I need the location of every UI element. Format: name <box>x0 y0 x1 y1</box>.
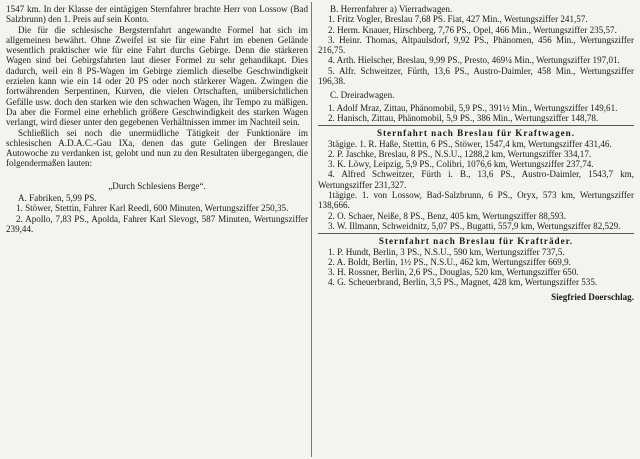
dreirad-heading: C. Dreiradwagen. <box>330 90 395 101</box>
result-entry: 3tägige. 1. R. Haße, Stettin, 6 PS., Stöwer, 1547,4 km, Wertungsziffer 431,46. <box>328 138 612 149</box>
result-entry: 2. Hanisch, Zittau, Phänomobil, 5,9 PS., 386 Min., Wertungsziffer 148,78. <box>328 112 599 123</box>
result-entry: 1. P. Hundt, Berlin, 3 PS., N.S.U., 590 km, Wertungsziffer 737,5. <box>328 246 565 257</box>
result-entry: 3. H. Rossner, Berlin, 2,6 PS., Douglas, 520 km, Wertungsziffer 650. <box>328 267 579 278</box>
result-entry: 1tägige. 1. von Lossow, Bad-Salzbrunn, 6 PS., Oryx, 573 km, Wertungsziffer 138,666. <box>318 190 634 211</box>
kraftraeder-title: Sternfahrt nach Breslau für Krafträder. <box>378 236 574 247</box>
result-entry: 1. Fritz Vogler, Breslau 7,68 PS. Fiat, 427 Min., Wertungsziffer 241,57. <box>328 14 588 25</box>
column-divider <box>311 2 312 457</box>
result-entry: 5. Alfr. Schweitzer, Fürth, 13,6 PS., Austro-Daimler, 458 Min., Wertungsziffer 196,38. <box>318 65 634 87</box>
section-rule <box>318 125 634 126</box>
result-entry: 2. Apollo, 7,83 PS., Apolda, Fahrer Karl Slevogt, 587 Minuten, Wertungsziffer 239,44. <box>6 213 308 234</box>
left-column <box>6 4 308 234</box>
result-entry: 4. Alfred Schweitzer, Fürth i. B., 13,6 PS., Austro-Daimler, 1543,7 km, Wertungsziffer 231,327. <box>318 169 634 190</box>
author-signature: Siegfried Doerschlag. <box>551 291 634 302</box>
result-entry: 4. G. Scheuerbrand, Berlin, 3,5 PS., Magnet, 428 km, Wertungsziffer 535. <box>328 277 598 288</box>
paragraph-intro: 1547 km. In der Klasse der eintägigen Sternfahrer brachte Herr von Lossow (Bad Salzbrunn) den 1. Preis auf sein Konto. <box>6 4 308 25</box>
result-entry: 3. K. Löwy, Leipzig, 5,9 PS., Colibri, 1076,6 km, Wertungsziffer 237,74. <box>328 159 594 170</box>
right-column <box>318 4 634 302</box>
section-title: „Durch Schlesiens Berge“. <box>108 180 206 191</box>
result-entry: 2. P. Jaschke, Breslau, 8 PS., N.S.U., 1288,2 km, Wertungsziffer 334,17. <box>328 148 592 159</box>
result-entry: 1. Adolf Mraz, Zittau, Phänomobil, 5,9 PS., 391½ Min., Wertungsziffer 149,61. <box>328 102 618 113</box>
result-entry: 2. Herm. Knauer, Hirschberg, 7,76 PS., Opel, 466 Min., Wertungsziffer 235,57. <box>328 24 617 35</box>
result-entry: 2. O. Schaer, Neiße, 8 PS., Benz, 405 km, Wertungsziffer 88,593. <box>328 210 566 221</box>
paragraph-formula: Die für die schlesische Bergsternfahrt angewandte Formel hat sich im allgemeinen bewährt. Ohne Zweifel ist sie für eine Fahrt im ebenen Gelände wesentlich praktischer wie für eine Fahrt durchs Gebirge. Denn die stärkeren Wagen sind bei Gebirgsfahrten laut dieser Formel zu sehr gehandikapt. Dies dadurch, weil ein 8 PS-Wagen im Gebirge ziemlich dieselbe Geschwindigkeit erzielen kann wie ein 14 oder 20 PS oder noch stärkerer Wagen. Zwingen die fortwährenden Serpentinen, Kurven, die vielen Ortschaften, unübersichtlichen Gefälle usw. doch den starken wie den schwachen Wagen, ihr Tempo zu mäßigen. Da aber die Formel eine erheblich größere Geschwindigkeit des starken Wagen verlangt, wird dieser unter den gegebenen Verhältnissen immer im Nachteil sein. <box>6 24 308 128</box>
result-entry: 2. A. Boldt, Berlin, 1½ PS., N.S.U., 462 km, Wertungsziffer 669,9. <box>328 256 571 267</box>
section-rule <box>318 233 634 234</box>
result-entry: 1. Stöwer, Stettin, Fahrer Karl Reedl, 600 Minuten, Wertungsziffer 250,35. <box>16 203 289 214</box>
result-entry: 4. Arth. Hielscher, Breslau, 9,99 PS., Presto, 469¼ Min., Wertungsziffer 197,01. <box>328 55 620 66</box>
kraftwagen-title: Sternfahrt nach Breslau für Kraftwagen. <box>376 128 576 139</box>
result-entry: 3. W. Illmann, Schweidnitz, 5,07 PS., Bugatti, 557,9 km, Wertungsziffer 82,529. <box>328 220 621 231</box>
herren-heading: B. Herrenfahrer a) Vierradwagen. <box>330 4 453 14</box>
result-entry: 3. Heinr. Thomas, Altpaulsdorf, 9,92 PS., Phänomen, 456 Min., Wertungsziffer 216,75. <box>318 34 634 56</box>
paragraph-thanks: Schließlich sei noch die unermüdliche Tätigkeit der Funktionäre im schlesischen A.D.A.C.-Gau IXa, denen das gute Gelingen der Breslauer Autowoche zu verdanken ist, gelobt und nun zu den Resultaten übergegangen, die folgendermaßen lauten: <box>6 127 308 169</box>
fabriken-heading: A. Fabriken, 5,99 PS. <box>18 193 97 204</box>
